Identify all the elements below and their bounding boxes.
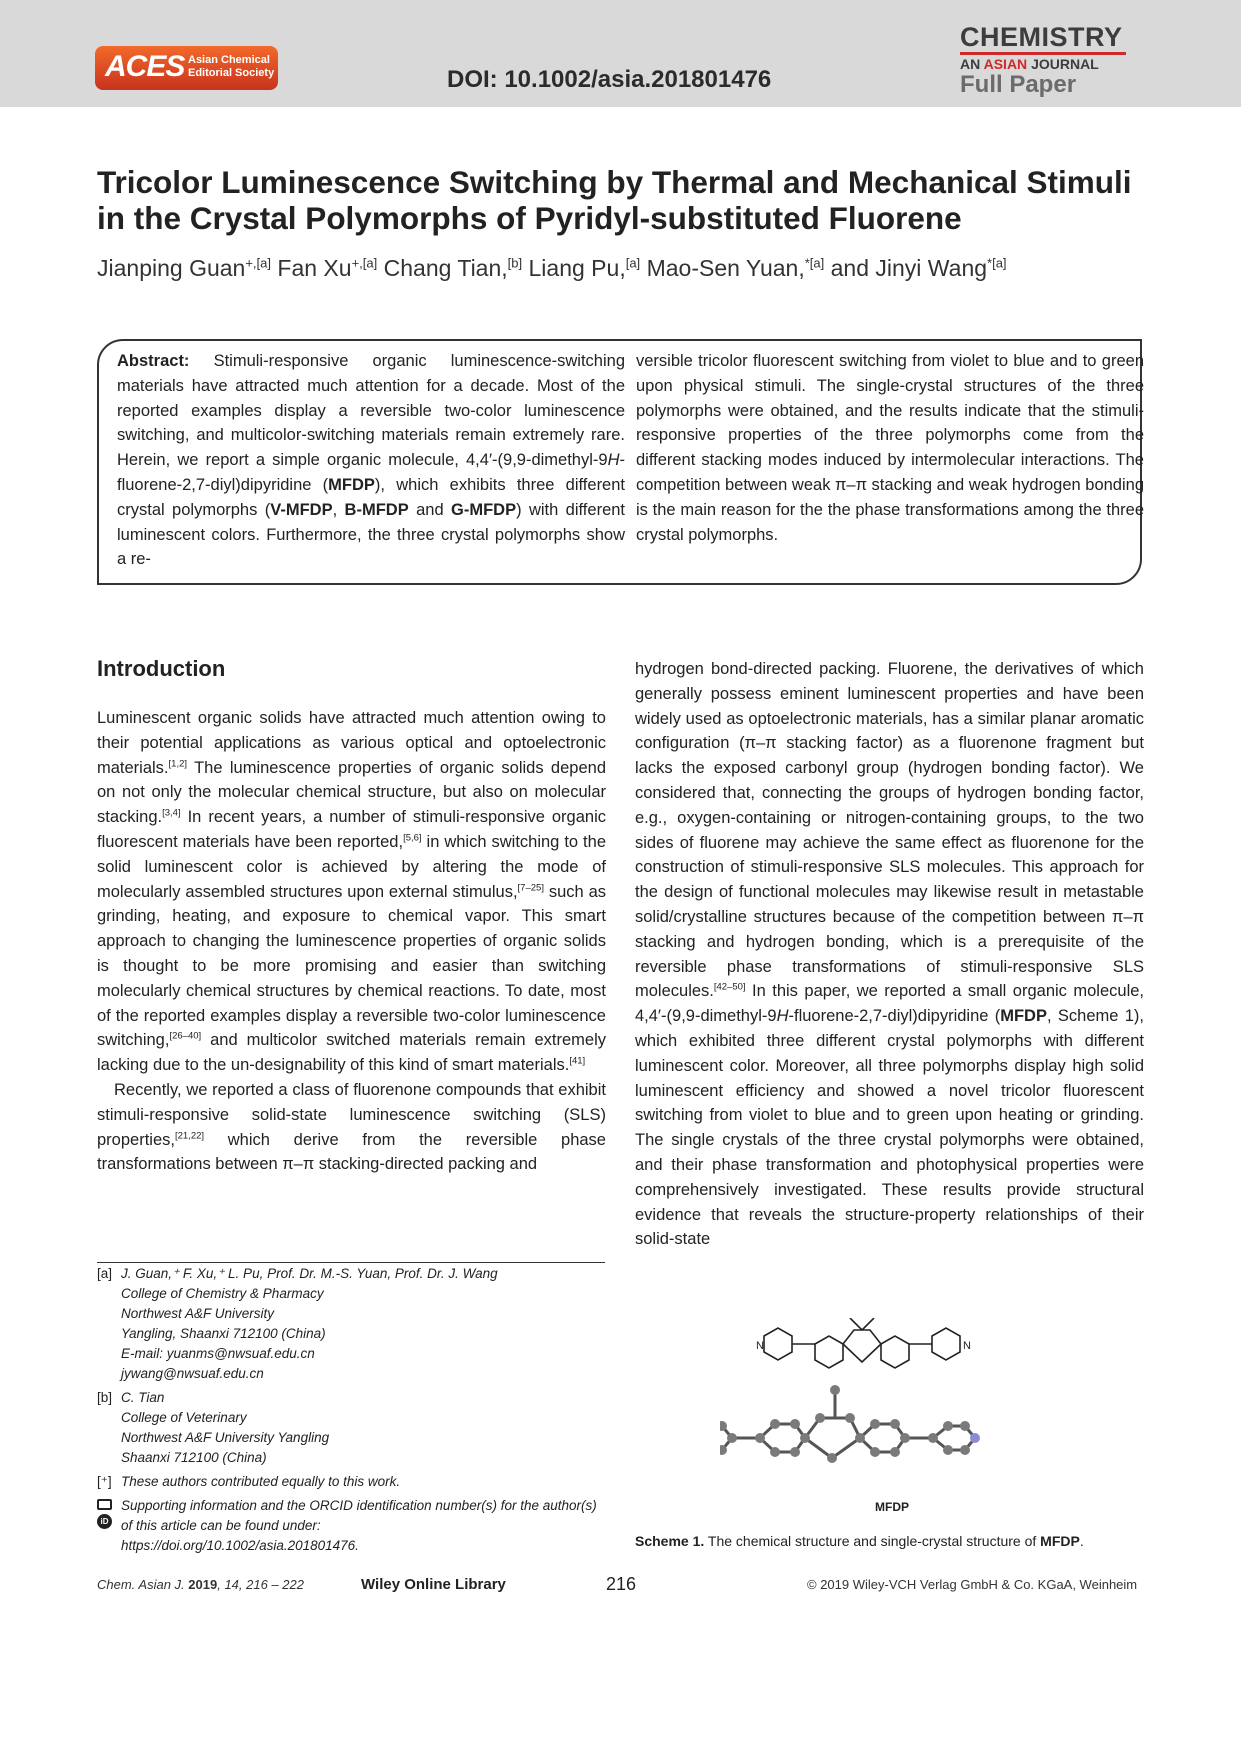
footnote-rule	[97, 1262, 605, 1263]
journal-masthead	[960, 24, 1126, 98]
author[interactable]: Liang Pu,[a]	[528, 255, 641, 281]
journal-subtitle: AN ASIAN JOURNAL	[960, 56, 1099, 72]
citation[interactable]: [3,4]	[162, 807, 181, 819]
author[interactable]: Chang Tian,[b]	[383, 255, 523, 281]
author[interactable]: and Jinyi Wang$^{*[a]}$	[830, 255, 1007, 281]
scheme-molecule-label: MFDP	[875, 1500, 909, 1514]
atom-label-n: N	[756, 1340, 764, 1352]
crystal-structure-model	[720, 1390, 975, 1458]
wiley-online-library-link[interactable]: Wiley Online Library	[361, 1576, 506, 1593]
author[interactable]: Mao-Sen Yuan,$^{*[a]}$	[646, 255, 825, 281]
author-list	[97, 255, 1147, 282]
paragraph: hydrogen bond-directed packing. Fluorene, the derivatives of which generally possess eminent luminescent properties and have been widely used as optoelectronic materials, has a similar planar aromatic configuration (π–π stacking factor) as a fluorenone fragment but lacks the exposed carbonyl group (hydrogen bonding factor). We considered that, connecting the groups of hydrogen bonding factor, e.g., oxygen-containing or nitrogen-containing groups, to the two sides of fluorene may achieve the same effect as fluorenone for the construction of stimuli-responsive SLS molecules. This approach for the design of functional molecules may likewise result in metastable solid/crystalline structures because of the competition between π–π stacking and hydrogen bonding, which is a prerequisite of the reversible phase transformations of stimuli-responsive SLS molecules.[42–50] In this paper, we reported a small organic molecule, 4,4′-(9,9-dimethyl-9H-fluorene-2,7-diyl)dipyridine (MFDP, Scheme 1), which exhibited three different crystal polymorphs with different luminescent color. Moreover, all three polymorphs display high solid luminescent efficiency and showed a novel tricolor fluorescent switching from violet to blue and to green upon heating or grinding. The single crystals of the three crystal polymorphs were obtained, and their phase transformation and photophysical properties were comprehensively investigated. These results provide structural evidence that reveals the structure-property relationships of their solid-state	[635, 660, 1144, 1249]
citation[interactable]: [7–25]	[517, 882, 544, 894]
scheme-caption: Scheme 1. The chemical structure and single-crystal structure of MFDP.	[635, 1533, 1084, 1549]
crystal-atoms	[720, 1385, 980, 1463]
orcid-icon: iD	[97, 1514, 112, 1529]
citation[interactable]: [5,6]	[403, 832, 422, 844]
author[interactable]: Fan $Xu^{+,[a]}$	[277, 255, 378, 281]
aces-logo	[95, 46, 278, 90]
footnote-supporting-info: iD Supporting information and the ORCID identification number(s) for the author(s) of this article can be found under: https://doi.org/10.1002/asia.201801476.	[97, 1496, 607, 1556]
footnotes	[97, 1264, 607, 1556]
abstract-right-column: versible tricolor fluorescent switching from violet to blue and to green upon physical stimuli. The single-crystal structures of the three polymorphs were obtained, and the results indicate that the stimuli-responsive properties of the three polymorphs come from the different stacking modes induced by intermolecular interactions. The competition between weak π–π stacking and weak hydrogen bonding is the main reason for the the phase transformations among the three crystal polymorphs.	[636, 352, 1145, 544]
aces-logo-subtitle: Asian Chemical Editorial Society	[188, 54, 275, 79]
citation[interactable]: [1,2]	[168, 758, 188, 770]
copyright: © 2019 Wiley-VCH Verlag GmbH & Co. KGaA, Weinheim	[807, 1577, 1138, 1592]
page-number: 216	[606, 1574, 637, 1594]
abstract-label: Abstract:	[117, 352, 190, 370]
article-title: Tricolor Luminescence Switching by Thermal and Mechanical Stimuli in the Crystal Polymorphs of Pyridyl-substituted Fluorene	[97, 164, 1132, 236]
footer-citation: Chem. Asian J. 2019, 14, 216 – 222	[97, 1577, 304, 1592]
author[interactable]: Jianping Guan$^{+,[a]}$	[97, 255, 272, 281]
intro-right-column	[635, 657, 1144, 1252]
abstract-left-column: Abstract: Stimuli-responsive organic luminescence-switching materials have attracted much attention for a decade. Most of the reported examples display a reversible two-color luminescence switching, and multicolor-switching materials remain extremely rare. Herein, we report a simple organic molecule, 4,4′-(9,9-dimethyl-9H-fluorene-2,7-diyl)dipyridine (MFDP), which exhibits three different crystal polymorphs (V-MFDP, B-MFDP and G-MFDP) with different luminescent colors. Furthermore, the three crystal polymorphs show a re-	[117, 352, 626, 569]
chemical-structure	[764, 1318, 960, 1368]
intro-left-column	[97, 706, 606, 1177]
aces-logo-word: ACES	[105, 50, 185, 83]
citation[interactable]: [26–40]	[169, 1030, 202, 1042]
footnote-equal-contribution: [⁺] These authors contributed equally to this work.	[97, 1474, 401, 1489]
paragraph: Luminescent organic solids have attracted much attention owing to their potential applications as various optical and optoelectronic materials.[1,2] The luminescence properties of organic solids depend on not only the molecular chemical structure, but also on molecular stacking.[3,4] In recent years, a number of stimuli-responsive organic fluorescent materials have been reported,[5,6] in which switching to the solid luminescent color is achieved by altering the mode of molecularly assembled structures upon external stimulus,[7–25] such as grinding, heating, and exposure to chemical vapor. This smart approach to changing the luminescence properties of organic solids is thought to be more promising and easier than switching molecularly chemical structures by chemical reactions. To date, most of the reported examples display a reversible two-color luminescence switching,[26–40] and multicolor switched materials remain extremely lacking due to the un-designability of this kind of smart materials.[41]	[97, 709, 606, 1075]
citation[interactable]: [41]	[569, 1055, 586, 1067]
doi[interactable]: DOI: 10.1002/asia.201801476	[447, 66, 772, 93]
scheme-1-figure	[720, 1318, 1080, 1508]
journal-title: CHEMISTRY	[960, 22, 1123, 52]
citation[interactable]: [42–50]	[713, 981, 746, 993]
journal-title-rule	[960, 52, 1126, 55]
footnote-affiliation-b: [b] C. Tian College of Veterinary Northwest A&F University Yangling Shaanxi 712100 (China)	[97, 1390, 330, 1465]
citation[interactable]: [21,22]	[174, 1130, 205, 1142]
footnote-affiliation-a: [a] J. Guan,⁺ F. Xu,⁺ L. Pu, Prof. Dr. M.-S. Yuan, Prof. Dr. J. Wang College of Chemistry & Pharmacy Northwest A&F University Yangling, Shaanxi 712100 (China) E-mail: yuanms@nwsuaf.edu.cn jywang@nwsuaf.edu.cn	[97, 1266, 498, 1381]
section-heading-introduction: Introduction	[97, 656, 226, 681]
article-type: Full Paper	[960, 71, 1077, 98]
monitor-icon	[97, 1499, 112, 1510]
atom-label-n: N	[963, 1340, 971, 1352]
paragraph: Recently, we reported a class of fluorenone compounds that exhibit stimuli-responsive solid-state luminescence switching (SLS) properties,[21,22] which derive from the reversible phase transformations between π–π stacking-directed packing and	[97, 1080, 606, 1174]
